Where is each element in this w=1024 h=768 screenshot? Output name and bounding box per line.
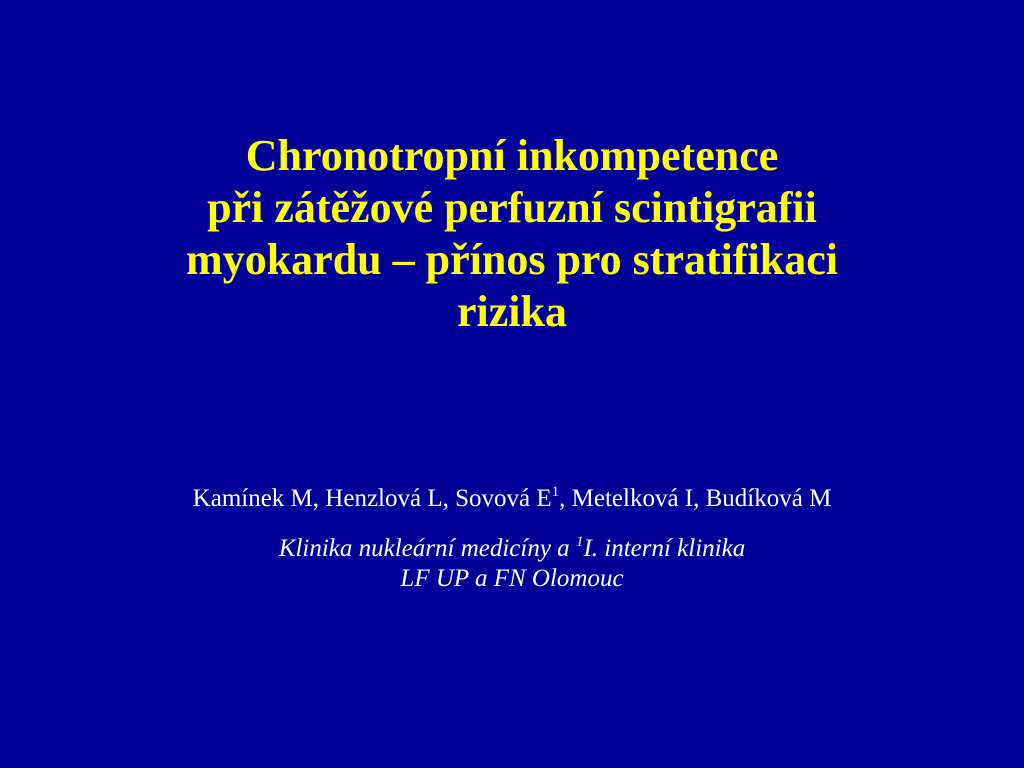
- affiliation-text-1: Klinika nukleární medicíny a: [278, 535, 576, 562]
- affiliation-line-1: [20, 534, 1004, 564]
- affiliation-superscript: 1: [575, 534, 584, 550]
- title-line-3: myokardu – přínos pro stratifikaci: [186, 235, 838, 284]
- title-line-4: rizika: [457, 287, 567, 336]
- affiliation: [20, 534, 1004, 594]
- authors-superscript: 1: [551, 484, 560, 500]
- authors-text-1: Kamínek M, Henzlová L, Sovová E: [192, 485, 552, 512]
- affiliation-text-2: I. interní klinika: [583, 535, 746, 562]
- title-line-2: při zátěžové perfuzní scintigrafii: [207, 183, 817, 232]
- author-list: [20, 484, 1004, 514]
- slide-title: [40, 130, 984, 338]
- title-line-1: Chronotropní inkompetence: [245, 131, 779, 180]
- authors-text-2: , Metelková I, Budíková M: [559, 485, 832, 512]
- affiliation-line-2: LF UP a FN Olomouc: [400, 565, 624, 592]
